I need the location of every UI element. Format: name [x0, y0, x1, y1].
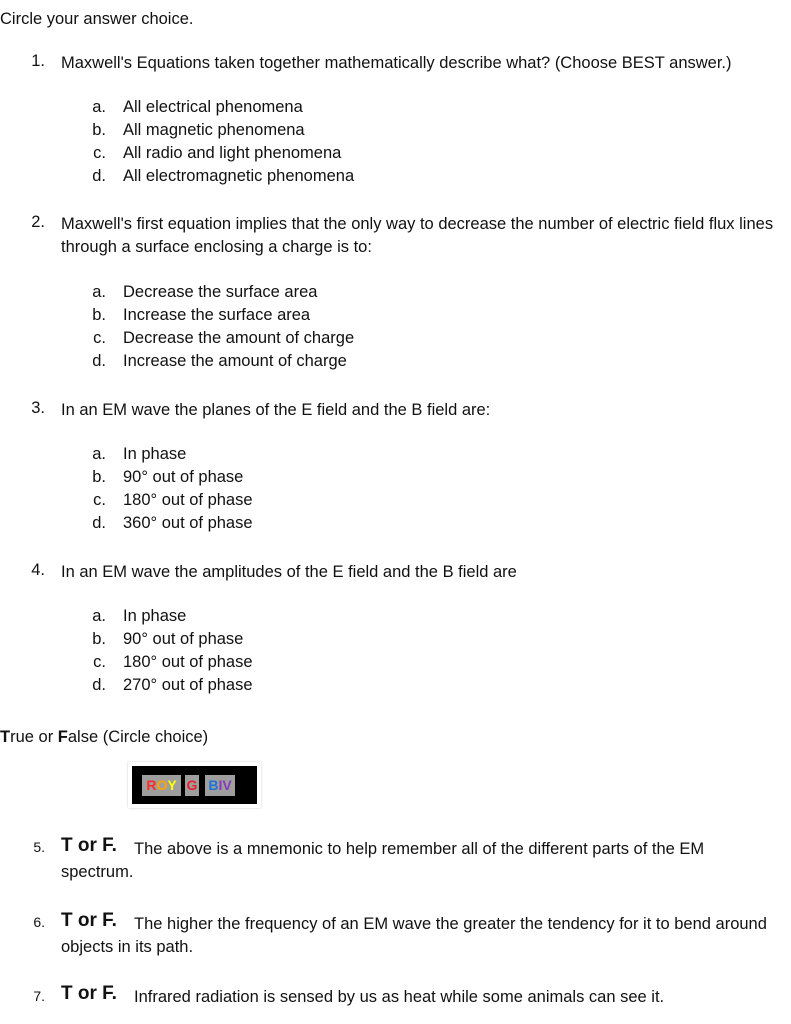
item-number: 6. [33, 914, 45, 930]
option-letter: a. [92, 283, 106, 301]
option-text[interactable]: In phase [123, 445, 187, 463]
option-letter: d. [92, 167, 106, 185]
instructions: Circle your answer choice. [0, 10, 194, 28]
option-letter: c. [93, 653, 106, 671]
option-letter: c. [93, 491, 106, 509]
heading-f: F [57, 728, 68, 746]
roygbiv-mnemonic-image [128, 762, 261, 808]
true-or-false-label[interactable]: T or F. [61, 983, 117, 1004]
option-letter: b. [92, 630, 106, 648]
option-letter: d. [92, 676, 106, 694]
true-or-false-label[interactable]: T or F. [61, 835, 117, 856]
option-letter: d. [92, 514, 106, 532]
true-false-heading [0, 728, 208, 747]
heading-rest: alse (Circle choice) [67, 728, 209, 746]
option-text[interactable]: Increase the surface area [123, 306, 311, 324]
question-number: 2. [31, 213, 45, 231]
mnemonic-biv: BIV [205, 775, 235, 796]
question-text: In an EM wave the amplitudes of the E field and the B field are [61, 563, 517, 581]
heading-rue: rue or [10, 728, 58, 746]
question-text: Maxwell's first equation implies that the only way to decrease the number of electric field flux lines through a surface enclosing a charge is to: [61, 215, 774, 256]
question-text: Maxwell's Equations taken together mathematically describe what? (Choose BEST answer.) [61, 54, 732, 72]
heading-t: T [0, 728, 11, 746]
question-text: In an EM wave the planes of the E field and the B field are: [61, 401, 491, 419]
mnemonic-roy: ROY [142, 775, 181, 796]
option-text[interactable]: In phase [123, 607, 187, 625]
option-letter: c. [93, 144, 106, 162]
option-letter: a. [92, 607, 106, 625]
option-text[interactable]: Decrease the surface area [123, 283, 318, 301]
item-text: The higher the frequency of an EM wave the greater the tendency for it to bend around objects in its path. [61, 915, 767, 956]
option-text[interactable]: All electrical phenomena [123, 98, 303, 116]
option-text[interactable]: 360° out of phase [123, 514, 253, 532]
option-text[interactable]: All magnetic phenomena [123, 121, 305, 139]
option-letter: b. [92, 121, 106, 139]
item-number: 5. [33, 839, 45, 855]
item-number: 7. [33, 988, 45, 1004]
option-text[interactable]: Decrease the amount of charge [123, 329, 355, 347]
question-number: 4. [31, 561, 45, 579]
option-text[interactable]: Increase the amount of charge [123, 352, 347, 370]
option-text[interactable]: 270° out of phase [123, 676, 253, 694]
mnemonic-frame [132, 766, 257, 804]
option-text[interactable]: 90° out of phase [123, 630, 244, 648]
option-letter: a. [92, 98, 106, 116]
option-letter: d. [92, 352, 106, 370]
option-letter: a. [92, 445, 106, 463]
item-text: Infrared radiation is sensed by us as heat while some animals can see it. [134, 988, 665, 1006]
option-text[interactable]: 180° out of phase [123, 491, 253, 509]
option-letter: b. [92, 468, 106, 486]
question-number: 3. [31, 399, 45, 417]
item-text: The above is a mnemonic to help remember all of the different parts of the EM spectrum. [61, 840, 705, 881]
option-text[interactable]: 90° out of phase [123, 468, 244, 486]
option-letter: c. [93, 329, 106, 347]
true-or-false-label[interactable]: T or F. [61, 910, 117, 931]
mnemonic-g: G [185, 775, 199, 796]
option-letter: b. [92, 306, 106, 324]
question-number: 1. [31, 52, 45, 70]
option-text[interactable]: 180° out of phase [123, 653, 253, 671]
option-text[interactable]: All radio and light phenomena [123, 144, 342, 162]
option-text[interactable]: All electromagnetic phenomena [123, 167, 355, 185]
